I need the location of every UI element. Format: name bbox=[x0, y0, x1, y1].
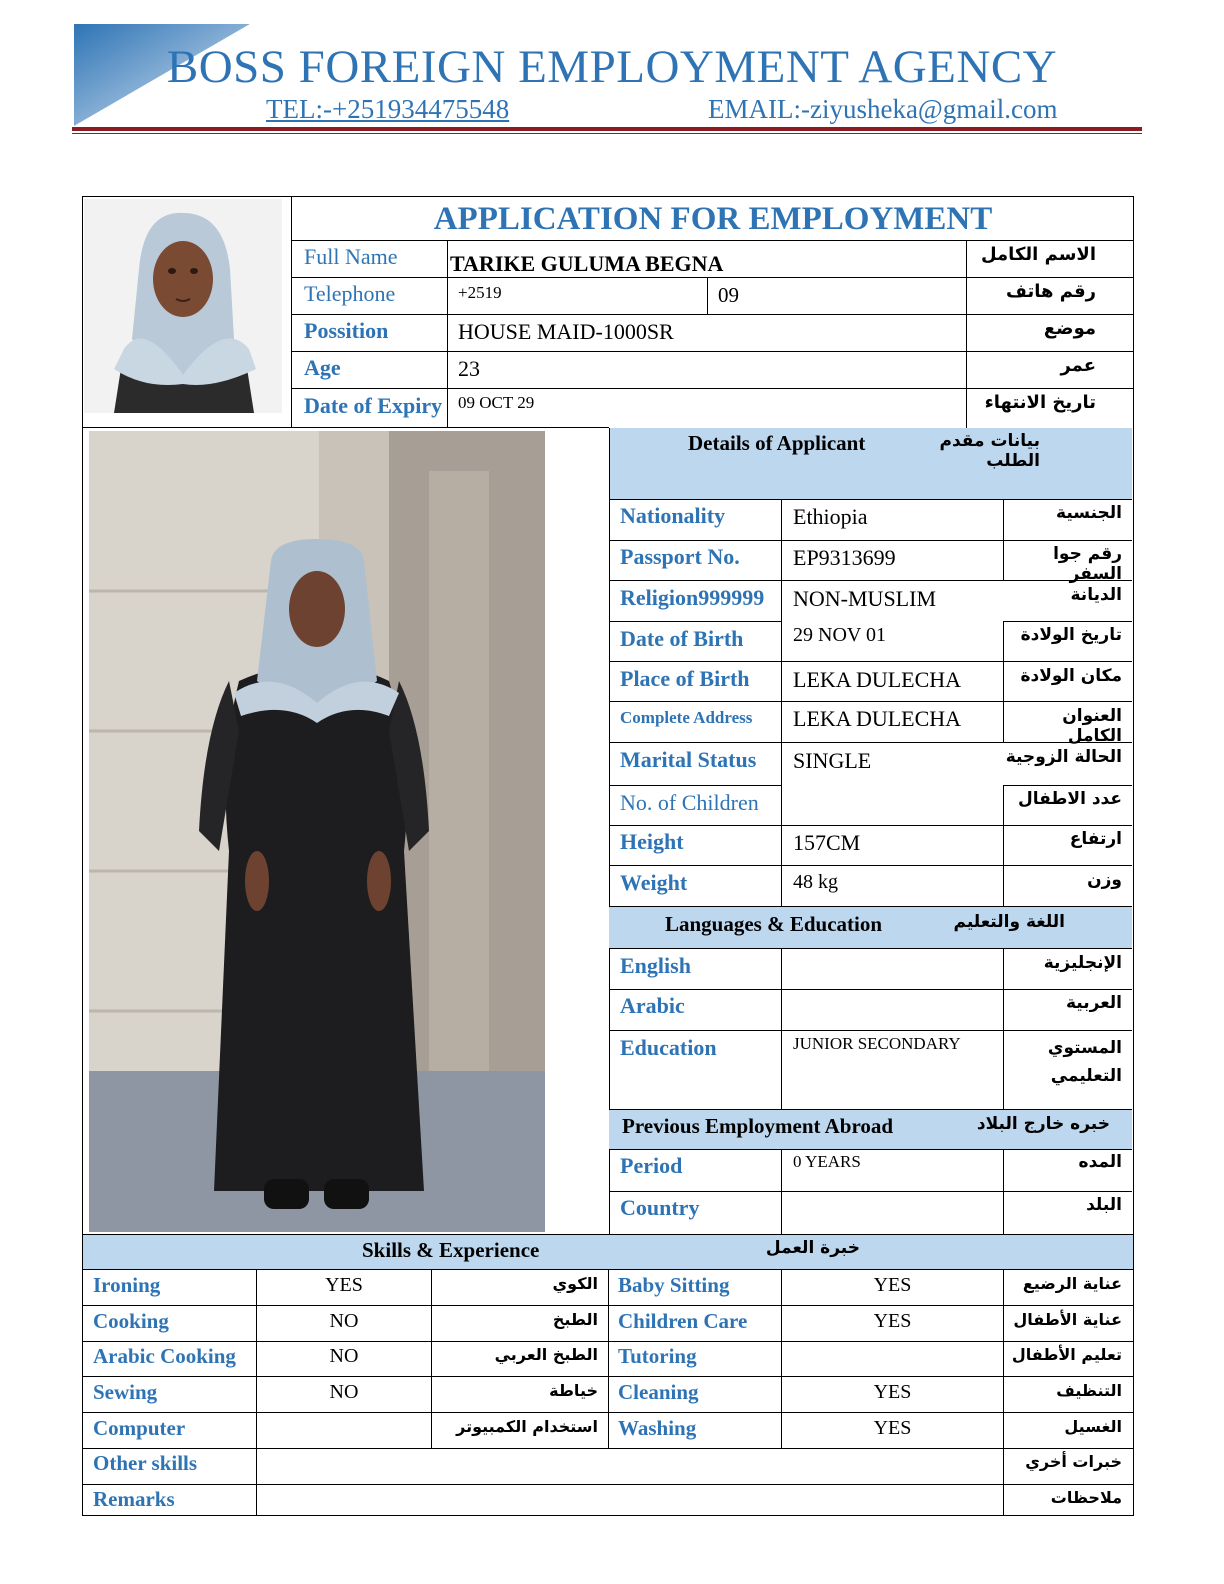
divider bbox=[609, 540, 1132, 541]
nationality-value: Ethiopia bbox=[793, 504, 868, 529]
skill-cooking-ar: الطبخ bbox=[552, 1310, 598, 1329]
skills-heading-ar: خبرة العمل bbox=[765, 1238, 860, 1258]
divider bbox=[609, 499, 1132, 500]
skill-baby-sitting-value: YES bbox=[873, 1274, 912, 1296]
divider bbox=[292, 240, 1134, 241]
telephone-value-2: 09 bbox=[718, 283, 739, 307]
date-of-birth-value: 29 NOV 01 bbox=[793, 624, 886, 646]
skill-cleaning-value: YES bbox=[873, 1381, 912, 1403]
skill-children-care-value: YES bbox=[873, 1310, 912, 1332]
arabic-label-ar: العربية bbox=[1065, 993, 1122, 1013]
form-title: APPLICATION FOR EMPLOYMENT bbox=[433, 201, 993, 237]
age-label: Age bbox=[304, 355, 341, 380]
skill-cooking-value: NO bbox=[329, 1310, 359, 1332]
divider bbox=[707, 277, 708, 314]
full-body-photo bbox=[89, 431, 545, 1232]
religion-value: NON-MUSLIM bbox=[793, 586, 936, 611]
languages-heading-ar: اللغة والتعليم bbox=[953, 912, 1065, 932]
divider bbox=[609, 1191, 1132, 1192]
details-heading: Details of Applicant bbox=[688, 431, 866, 455]
place-of-birth-value: LEKA DULECHA bbox=[793, 667, 962, 692]
skill-computer-ar: استخدام الكمبيوتر bbox=[456, 1417, 598, 1436]
divider bbox=[609, 1030, 1132, 1031]
full-name-value: TARIKE GULUMA BEGNA bbox=[450, 251, 724, 276]
telephone-label: Telephone bbox=[304, 281, 396, 306]
divider bbox=[609, 621, 781, 622]
divider bbox=[1003, 785, 1004, 906]
skill-ironing-value: YES bbox=[325, 1274, 363, 1296]
divider bbox=[292, 314, 1134, 315]
english-label-ar: الإنجليزية bbox=[1043, 953, 1122, 973]
skill-tutoring-label: Tutoring bbox=[618, 1344, 697, 1368]
skill-washing-value: YES bbox=[873, 1417, 912, 1439]
skill-sewing-value: NO bbox=[329, 1381, 359, 1403]
full-name-label-ar: الاسم الكامل bbox=[980, 244, 1096, 265]
nationality-label-ar: الجنسية bbox=[1056, 503, 1122, 523]
remarks-label-ar: ملاحظات bbox=[1050, 1488, 1122, 1507]
education-label: Education bbox=[620, 1035, 717, 1060]
divider bbox=[609, 785, 781, 786]
period-label: Period bbox=[620, 1153, 683, 1178]
date-of-birth-label-ar: تاريخ الولادة bbox=[1020, 625, 1122, 645]
divider bbox=[609, 989, 1132, 990]
weight-label: Weight bbox=[620, 870, 688, 895]
telephone-value: +2519 bbox=[458, 283, 502, 302]
full-name-label: Full Name bbox=[304, 244, 398, 269]
place-of-birth-label: Place of Birth bbox=[620, 666, 750, 691]
age-value: 23 bbox=[458, 356, 480, 381]
divider bbox=[83, 1448, 1133, 1449]
skill-cleaning-label: Cleaning bbox=[618, 1380, 699, 1404]
letterhead-rule bbox=[72, 127, 1142, 131]
complete-address-label: Complete Address bbox=[620, 708, 753, 727]
marital-status-value: SINGLE bbox=[793, 748, 872, 773]
date-of-expiry-label: Date of Expiry bbox=[304, 393, 443, 418]
skill-cooking-label: Cooking bbox=[93, 1309, 169, 1333]
children-label: No. of Children bbox=[620, 790, 759, 815]
education-value: JUNIOR SECONDARY bbox=[793, 1034, 961, 1053]
passport-label: Passport No. bbox=[620, 544, 740, 569]
divider bbox=[292, 351, 1134, 352]
complete-address-label-ar: العنوان الكامل bbox=[1062, 706, 1122, 746]
divider bbox=[431, 1270, 432, 1448]
divider bbox=[781, 499, 782, 906]
height-label-ar: ارتفاع bbox=[1069, 829, 1122, 849]
divider bbox=[1003, 1150, 1004, 1234]
weight-value: 48 kg bbox=[793, 871, 838, 893]
divider bbox=[1003, 499, 1004, 580]
arabic-label: Arabic bbox=[620, 993, 685, 1018]
children-label-ar: عدد الاطفال bbox=[1018, 789, 1122, 809]
details-heading-ar: بيانات مقدم الطلب bbox=[939, 431, 1040, 471]
marital-status-label-ar: الحالة الزوجية bbox=[1005, 747, 1122, 767]
skill-children-care-label: Children Care bbox=[618, 1309, 748, 1333]
divider bbox=[1003, 949, 1004, 1109]
agency-email: EMAIL:-ziyusheka@gmail.com bbox=[708, 94, 1058, 124]
period-label-ar: المده bbox=[1078, 1152, 1122, 1172]
divider bbox=[609, 825, 1132, 826]
previous-heading: Previous Employment Abroad bbox=[622, 1114, 894, 1138]
divider bbox=[966, 240, 967, 428]
height-label: Height bbox=[620, 829, 684, 854]
religion-label-ar: الديانة bbox=[1070, 585, 1122, 605]
letterhead-rule-thin bbox=[72, 133, 1142, 134]
date-of-expiry-label-ar: تاريخ الانتهاء bbox=[984, 392, 1096, 413]
skill-washing-ar: الغسيل bbox=[1064, 1417, 1122, 1436]
skill-computer-label: Computer bbox=[93, 1416, 186, 1440]
divider bbox=[292, 388, 1134, 389]
divider bbox=[447, 240, 448, 428]
position-value: HOUSE MAID-1000SR bbox=[458, 319, 674, 344]
divider bbox=[1003, 1270, 1004, 1515]
divider bbox=[609, 865, 1132, 866]
agency-telephone-link[interactable]: TEL:-+251934475548 bbox=[266, 94, 510, 124]
languages-heading: Languages & Education bbox=[665, 912, 883, 936]
skill-arabic-cooking-label: Arabic Cooking bbox=[93, 1344, 236, 1368]
english-label: English bbox=[620, 953, 691, 978]
skill-baby-sitting-ar: عناية الرضيع bbox=[1022, 1274, 1122, 1293]
remarks-label: Remarks bbox=[93, 1487, 175, 1511]
previous-heading-ar: خبره خارج البلاد bbox=[976, 1114, 1110, 1134]
place-of-birth-label-ar: مكان الولادة bbox=[1020, 666, 1122, 686]
education-label-ar: المستوي التعليمي bbox=[1047, 1038, 1122, 1086]
marital-status-label: Marital Status bbox=[620, 747, 757, 772]
period-value: 0 YEARS bbox=[793, 1152, 861, 1171]
agency-name: BOSS FOREIGN EMPLOYMENT AGENCY bbox=[166, 41, 1058, 93]
divider bbox=[292, 277, 1134, 278]
skills-heading: Skills & Experience bbox=[362, 1238, 540, 1262]
divider bbox=[609, 661, 1132, 662]
other-skills-label-ar: خبرات أخري bbox=[1025, 1452, 1122, 1471]
skill-cleaning-ar: التنظيف bbox=[1056, 1381, 1122, 1400]
divider bbox=[1003, 785, 1132, 786]
skills-header bbox=[83, 1234, 1133, 1270]
other-skills-label: Other skills bbox=[93, 1451, 198, 1475]
telephone-label-ar: رقم هاتف bbox=[1006, 281, 1096, 302]
divider bbox=[83, 1484, 1133, 1485]
skill-baby-sitting-label: Baby Sitting bbox=[618, 1273, 730, 1297]
date-of-expiry-value: 09 OCT 29 bbox=[458, 393, 535, 412]
complete-address-value: LEKA DULECHA bbox=[793, 706, 962, 731]
passport-photo bbox=[84, 199, 282, 413]
skill-tutoring-ar: تعليم الأطفال bbox=[1011, 1345, 1122, 1364]
divider bbox=[781, 1150, 782, 1234]
position-label: Possition bbox=[304, 318, 389, 343]
divider bbox=[608, 1270, 609, 1448]
divider bbox=[1003, 621, 1004, 742]
divider bbox=[781, 949, 782, 1109]
skill-arabic-cooking-ar: الطبخ العربي bbox=[494, 1345, 598, 1364]
skill-children-care-ar: عناية الأطفال bbox=[1013, 1310, 1122, 1329]
height-value: 157CM bbox=[793, 830, 861, 855]
country-label: Country bbox=[620, 1195, 700, 1220]
divider bbox=[83, 427, 609, 428]
skill-arabic-cooking-value: NO bbox=[329, 1345, 359, 1367]
divider bbox=[609, 701, 1132, 702]
skill-sewing-label: Sewing bbox=[93, 1380, 158, 1404]
date-of-birth-label: Date of Birth bbox=[620, 626, 744, 651]
passport-label-ar: رقم جوا السفر bbox=[1053, 544, 1122, 584]
skill-ironing-ar: الكوي bbox=[552, 1274, 598, 1293]
country-label-ar: البلد bbox=[1086, 1195, 1122, 1215]
skill-ironing-label: Ironing bbox=[93, 1273, 161, 1297]
nationality-label: Nationality bbox=[620, 503, 726, 528]
weight-label-ar: وزن bbox=[1087, 870, 1122, 890]
divider bbox=[1003, 621, 1132, 622]
skill-washing-label: Washing bbox=[618, 1416, 697, 1440]
position-label-ar: موضع bbox=[1043, 318, 1096, 339]
passport-value: EP9313699 bbox=[793, 545, 896, 570]
skill-sewing-ar: خياطة bbox=[549, 1381, 598, 1400]
religion-label: Religion999999 bbox=[620, 585, 765, 610]
age-label-ar: عمر bbox=[1060, 355, 1096, 376]
